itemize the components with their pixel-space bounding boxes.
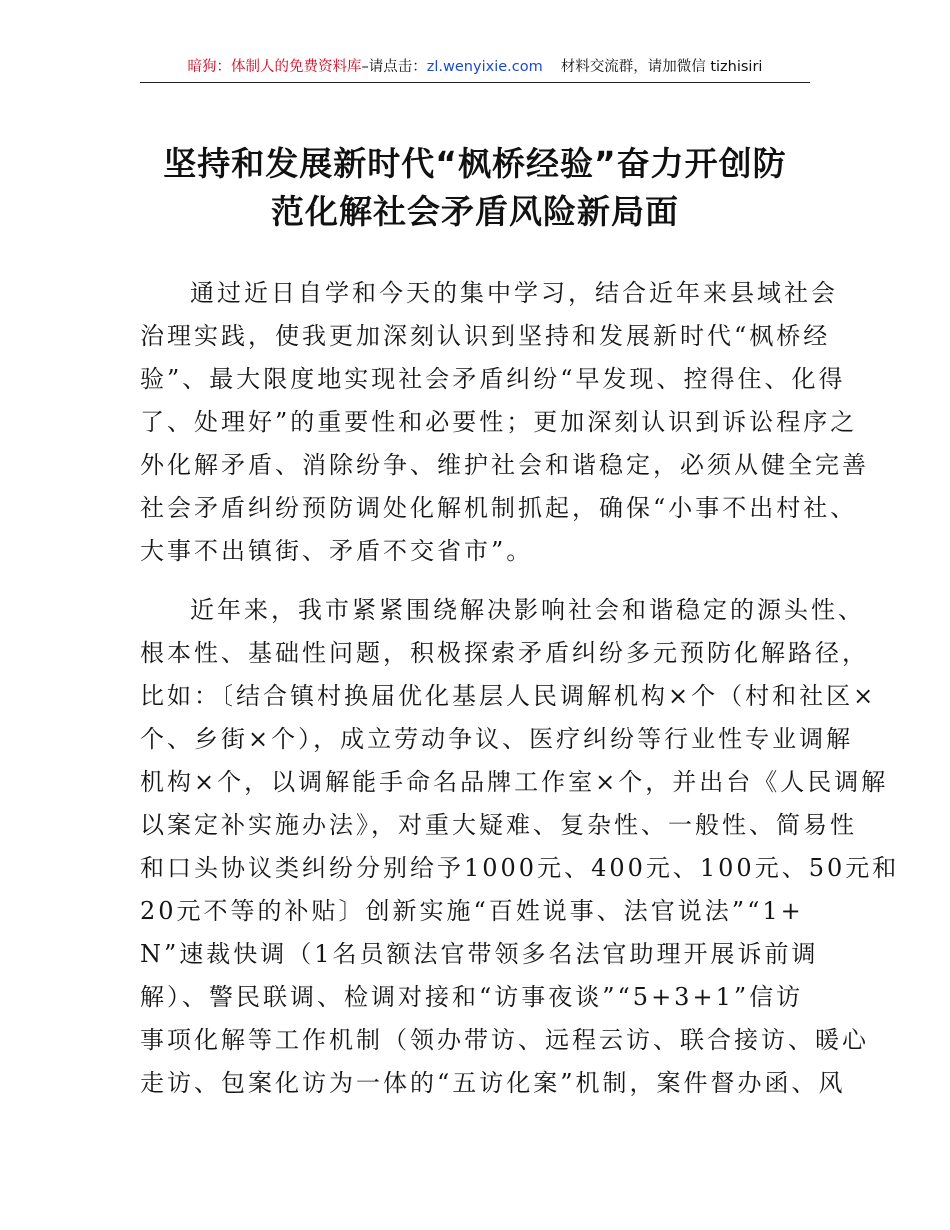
- text-line: 根本性、基础性问题，积极探索矛盾纠纷多元预防化解路径，: [140, 639, 869, 667]
- header-contact: 材料交流群，请加微信 tizhisiri: [560, 59, 763, 75]
- paragraph-1: [140, 272, 869, 573]
- text-line: 治理实践，使我更加深刻认识到坚持和发展新时代“枫桥经: [140, 322, 831, 350]
- text-line: 20元不等的补贴〕创新实施“百姓说事、法官说法”“1+: [140, 897, 804, 925]
- paragraph-2: [140, 589, 900, 1105]
- page-header: [140, 56, 810, 83]
- text-line: 以案定补实施办法》，对重大疑难、复杂性、一般性、简易性: [140, 811, 857, 839]
- header-brand: 暗狗：体制人的免费资料库: [187, 59, 362, 75]
- text-line: 大事不出镇街、矛盾不交省市”。: [140, 537, 534, 565]
- text-line: N”速裁快调（1名员额法官带领多名法官助理开展诉前调: [140, 940, 819, 968]
- text-line: 外化解矛盾、消除纷争、维护社会和谐稳定，必须从健全完善: [140, 451, 869, 479]
- header-url-link[interactable]: zl.wenyixie.com: [426, 59, 543, 75]
- text-line: 通过近日自学和今天的集中学习，结合近年来县域社会: [190, 279, 838, 307]
- text-line: 验”、最大限度地实现社会矛盾纠纷“早发现、控得住、化得: [140, 365, 846, 393]
- text-line: 了、处理好”的重要性和必要性；更加深刻认识到诉讼程序之: [140, 408, 858, 436]
- text-line: 走访、包案化访为一体的“五访化案”机制，案件督办函、风: [140, 1069, 846, 1097]
- text-line: 解）、警民联调、检调对接和“访事夜谈”“5+3+1”信访: [140, 983, 804, 1011]
- document-body: [140, 272, 900, 1105]
- text-line: 比如：〔结合镇村换届优化基层人民调解机构×个（村和社区×: [140, 682, 877, 710]
- text-line: 机构×个，以调解能手命名品牌工作室×个，并出台《人民调解: [140, 768, 889, 796]
- text-line: 事项化解等工作机制（领办带访、远程云访、联合接访、暖心: [140, 1026, 869, 1054]
- text-line: 社会矛盾纠纷预防调处化解机制抓起，确保“小事不出村社、: [140, 494, 858, 522]
- document-title: [110, 140, 840, 236]
- header-prompt: –请点击：: [361, 59, 427, 75]
- title-line: 范化解社会矛盾风险新局面: [271, 192, 679, 231]
- paragraph-spacer: [140, 573, 812, 589]
- text-line: 近年来，我市紧紧围绕解决影响社会和谐稳定的源头性、: [190, 596, 865, 624]
- text-line: 和口头协议类纠纷分别给予1000元、400元、100元、50元和: [140, 854, 900, 882]
- title-line: 坚持和发展新时代“枫桥经验”奋力开创防: [163, 144, 787, 183]
- text-line: 个、乡街×个），成立劳动争议、医疗纠纷等行业性专业调解: [140, 725, 854, 753]
